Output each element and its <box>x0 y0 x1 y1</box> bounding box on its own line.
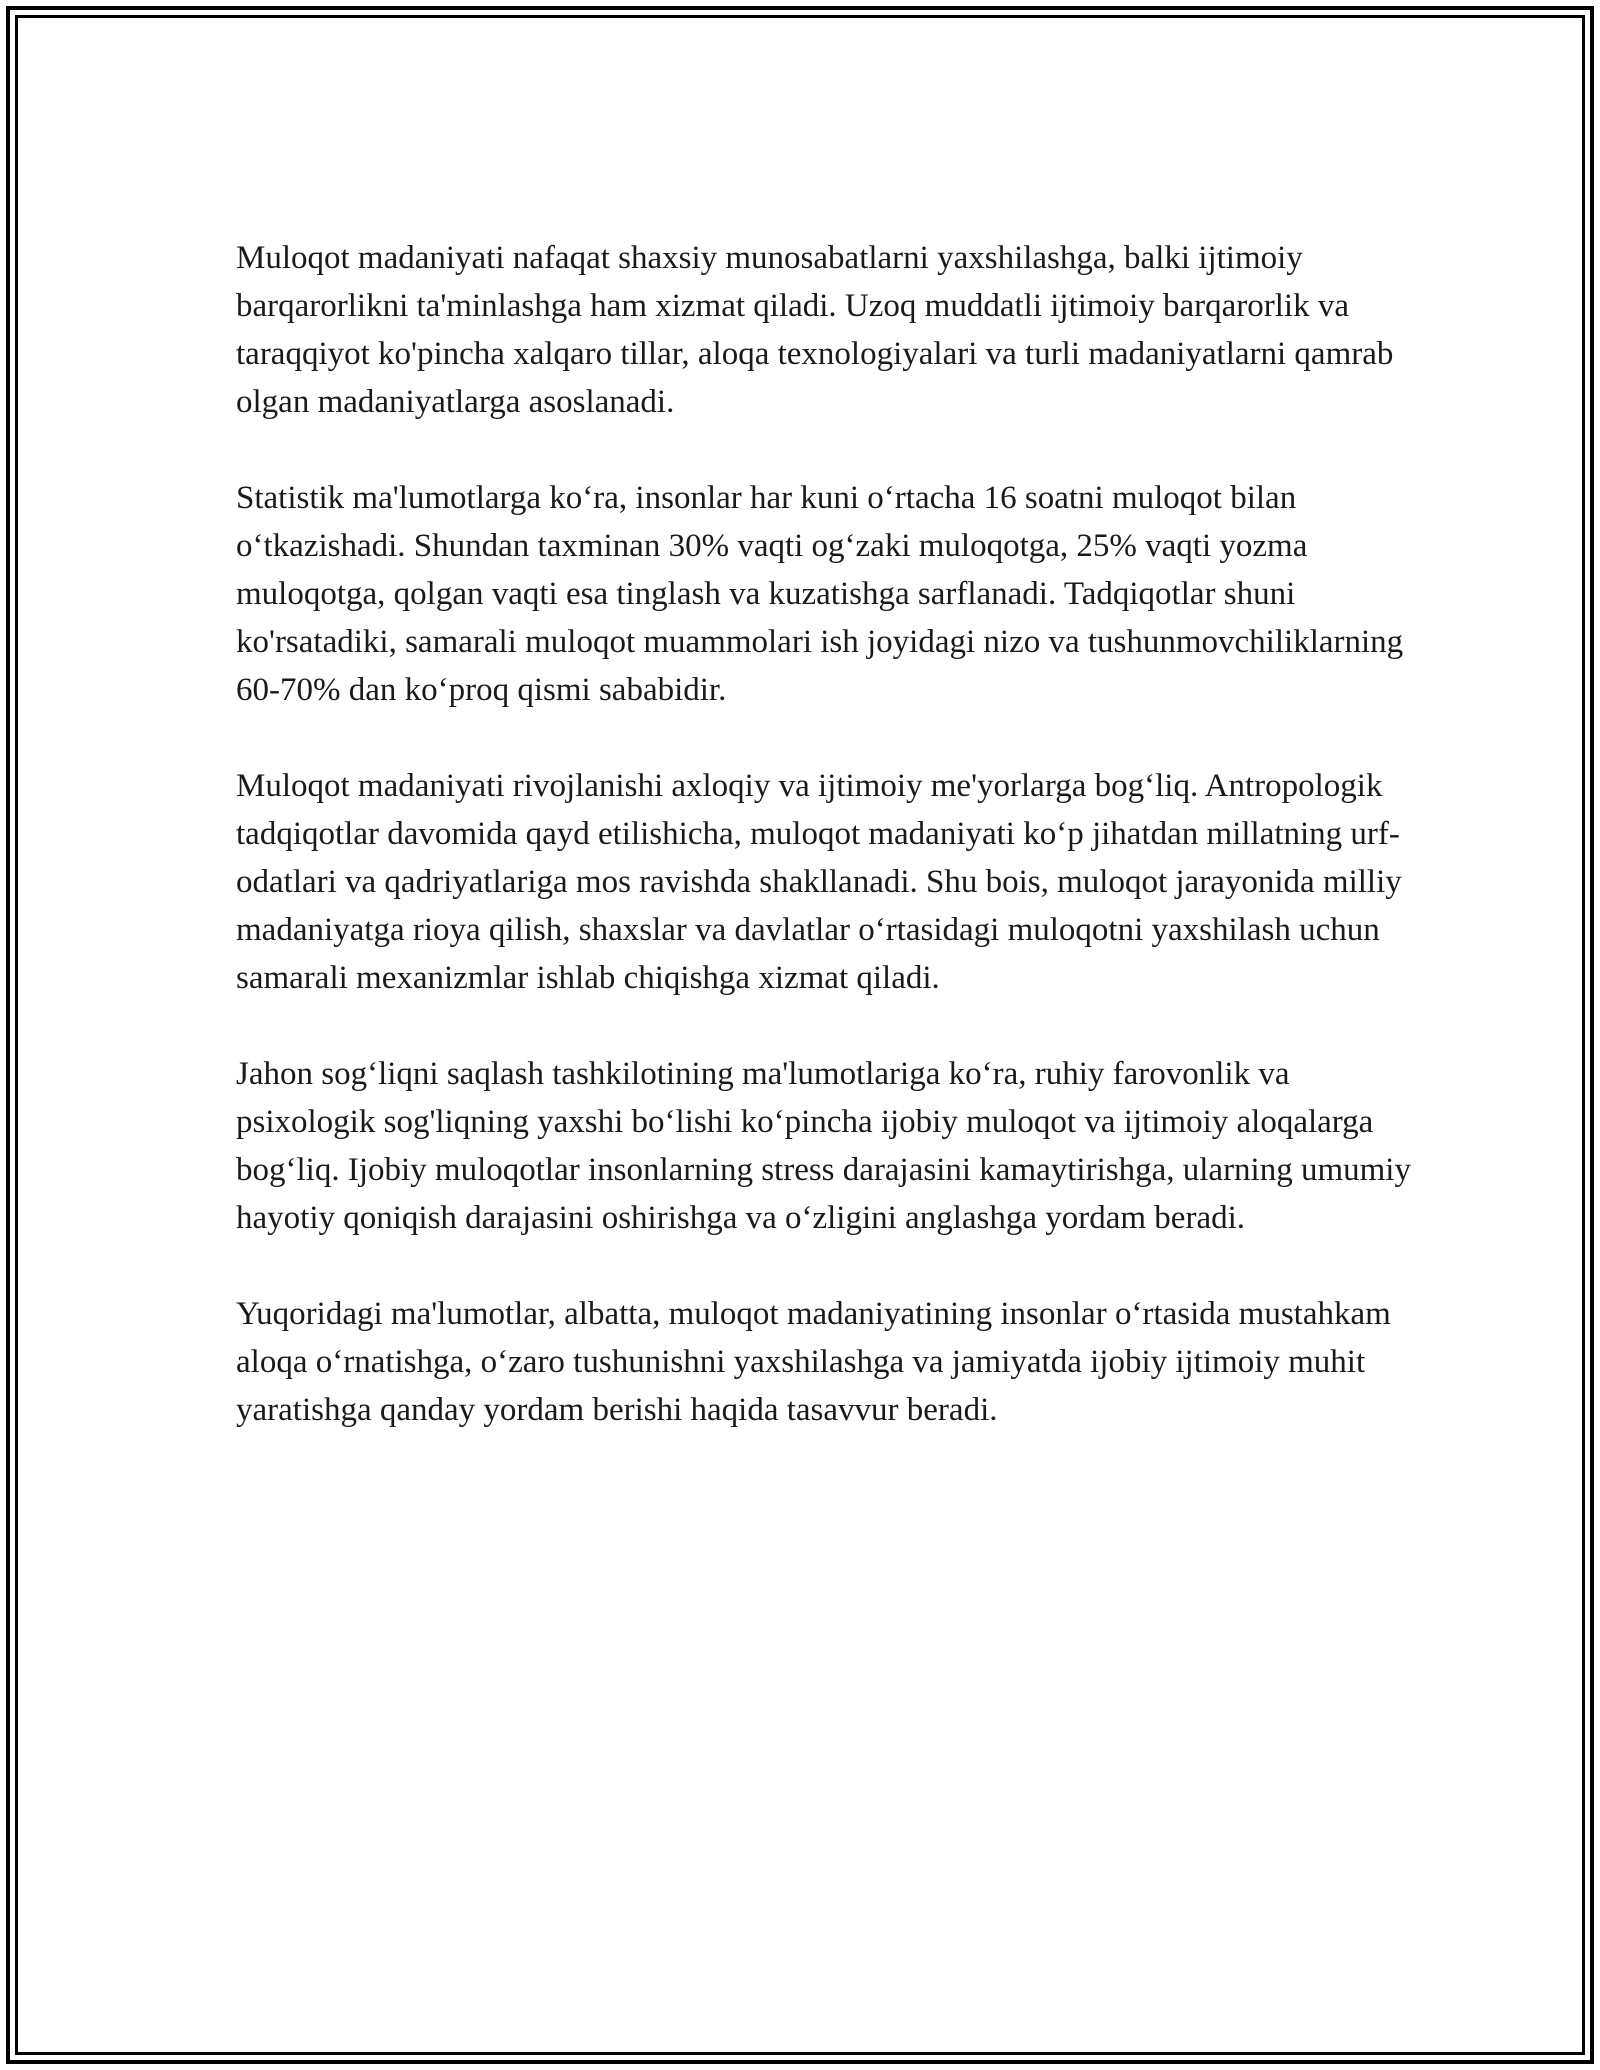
paragraph-5: Yuqoridagi ma'lumotlar, albatta, muloqot madaniyatining insonlar o‘rtasida mustahkam aloqa o‘rnatishga, o‘zaro tushunishni yaxshilashga va jamiyatda ijobiy ijtimoiy muhit yaratishga qanday yordam berishi haqida tasavvur beradi. <box>236 1296 1391 1428</box>
paragraph-3: Muloqot madaniyati rivojlanishi axloqiy va ijtimoiy me'yorlarga bog‘liq. Antropologik tadqiqotlar davomida qayd etilishicha, muloqot madaniyati ko‘p jihatdan millatning urf-odatlari va qadriyatlariga mos ravishda shakllanadi. Shu bois, muloqot jarayonida milliy madaniyatga rioya qilish, shaxslar va davlatlar o‘rtasidagi muloqotni yaxshilash uchun samarali mexanizmlar ishlab chiqishga xizmat qiladi. <box>236 768 1402 996</box>
paragraph-2: Statistik ma'lumotlarga ko‘ra, insonlar har kuni o‘rtacha 16 soatni muloqot bilan o‘tkazishadi. Shundan taxminan 30% vaqti og‘zaki muloqotga, 25% vaqti yozma muloqotga, qolgan vaqti esa tinglash va kuzatishga sarflanadi. Tadqiqotlar shuni ko'rsatadiki, samarali muloqot muammolari ish joyidagi nizo va tushunmovchiliklarning 60-70% dan ko‘proq qismi sababidir. <box>236 480 1404 708</box>
document-body <box>236 234 1416 1482</box>
paragraph-1: Muloqot madaniyati nafaqat shaxsiy munosabatlarni yaxshilashga, balki ijtimoiy barqarorlikni ta'minlashga ham xizmat qiladi. Uzoq muddatli ijtimoiy barqarorlik va taraqqiyot ko'pincha xalqaro tillar, aloqa texnologiyalari va turli madaniyatlarni qamrab olgan madaniyatlarga asoslanadi. <box>236 240 1394 420</box>
paragraph-4: Jahon sog‘liqni saqlash tashkilotining ma'lumotlariga ko‘ra, ruhiy farovonlik va psixologik sog'liqning yaxshi bo‘lishi ko‘pincha ijobiy muloqot va ijtimoiy aloqalarga bog‘liq. Ijobiy muloqotlar insonlarning stress darajasini kamaytirishga, ularning umumiy hayotiy qoniqish darajasini oshirishga va o‘zligini anglashga yordam beradi. <box>236 1056 1411 1236</box>
